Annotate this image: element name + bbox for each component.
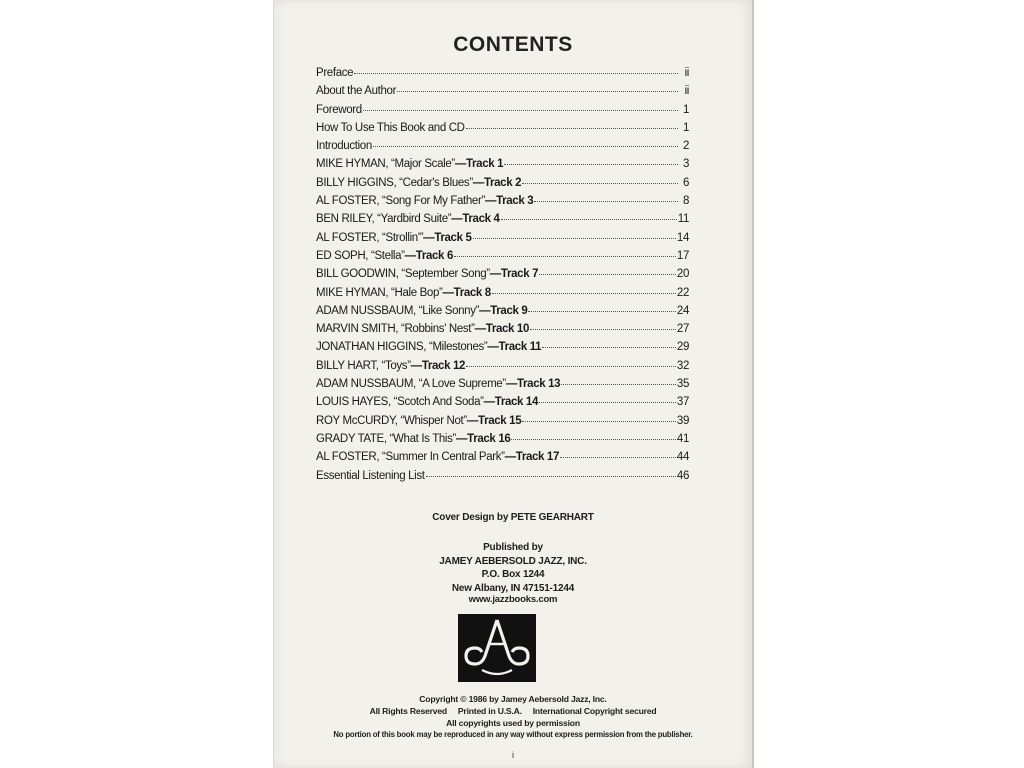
toc-entry-title: BILL GOODWIN, “September Song” xyxy=(316,268,490,281)
toc-entry-title: AL FOSTER, “Summer In Central Park” xyxy=(316,451,505,464)
toc-entry xyxy=(316,122,689,140)
toc-entry-track: —Track 11 xyxy=(487,341,542,354)
dot-leader xyxy=(539,274,676,275)
toc-entry xyxy=(316,323,689,341)
toc-entry-page: 11 xyxy=(677,213,689,226)
toc-entry xyxy=(316,396,689,414)
toc-entry-page: 32 xyxy=(676,359,689,372)
toc-entry-title: GRADY TATE, “What Is This” xyxy=(316,432,457,445)
toc-entry-page: ii xyxy=(684,67,689,79)
copyright-line: Copyright © 1986 by Jamey Aebersold Jazz, Inc. xyxy=(419,694,607,704)
dot-leader xyxy=(528,311,675,312)
toc-entry-page: 1 xyxy=(682,121,689,134)
permission-line: All copyrights used by permission xyxy=(446,718,580,728)
dot-leader xyxy=(530,329,676,330)
toc-entry-title: BILLY HART, “Toys” xyxy=(316,359,411,372)
page-title: CONTENTS xyxy=(453,33,573,56)
toc-entry-page: 39 xyxy=(676,414,689,427)
dot-leader xyxy=(426,476,676,477)
toc-entry xyxy=(316,360,689,378)
toc-entry-title: JONATHAN HIGGINS, “Milestones” xyxy=(316,341,488,354)
toc-entry-title: Essential Listening List xyxy=(316,469,425,482)
toc-entry xyxy=(316,177,689,195)
toc-entry-title: About the Author xyxy=(316,85,397,98)
toc-entry-page: 46 xyxy=(676,469,689,482)
dot-leader xyxy=(492,293,676,294)
toc-entry-page: 41 xyxy=(676,432,689,445)
dot-leader xyxy=(504,164,678,165)
toc-entry xyxy=(316,195,689,213)
toc-entry-page: 44 xyxy=(676,451,689,464)
toc-entry-track: —Track 7 xyxy=(489,268,539,281)
dot-leader xyxy=(522,183,678,184)
toc-entry xyxy=(316,85,689,103)
rights-line: All Rights Reserved Printed in U.S.A. International Copyright secured xyxy=(369,706,657,716)
toc-entry-page: 22 xyxy=(676,286,689,299)
dot-leader xyxy=(534,201,678,202)
toc-entry-page: 35 xyxy=(676,378,689,391)
reproduction-notice: No portion of this book may be reproduced in any way without express permission from the publisher. xyxy=(333,730,693,739)
dot-leader xyxy=(560,457,676,458)
toc-entry-title: Preface xyxy=(316,67,354,79)
published-by-heading: Published by xyxy=(483,542,543,553)
toc-entry-page: 24 xyxy=(676,304,689,317)
copyright-block xyxy=(274,693,752,741)
toc-entry xyxy=(316,415,689,433)
toc-entry xyxy=(316,433,689,451)
toc-entry-track: —Track 17 xyxy=(504,451,560,464)
toc-entry xyxy=(316,140,689,158)
toc-entry-page: 8 xyxy=(682,195,689,208)
dot-leader xyxy=(363,110,678,111)
dot-leader xyxy=(539,402,676,403)
toc-entry-track: —Track 9 xyxy=(479,304,528,317)
toc-entry-track: —Track 2 xyxy=(472,176,522,189)
dot-leader xyxy=(466,366,676,367)
toc-entry-page: 27 xyxy=(676,323,689,336)
toc-entry-track: —Track 6 xyxy=(404,249,453,262)
dot-leader xyxy=(354,73,678,74)
toc-entry-title: Foreword xyxy=(316,103,362,116)
toc-entry xyxy=(316,67,689,85)
toc-entry-track: —Track 3 xyxy=(484,195,534,208)
toc-entry-title: MIKE HYMAN, “Hale Bop” xyxy=(316,286,443,299)
toc-entry xyxy=(316,287,689,305)
toc-entry-page: ii xyxy=(684,85,689,98)
dot-leader xyxy=(542,347,676,348)
toc-entry-title: ADAM NUSSBAUM, “A Love Supreme” xyxy=(316,378,506,391)
table-of-contents xyxy=(316,67,689,488)
publisher-city: New Albany, IN 47151-1244 xyxy=(451,582,575,594)
toc-entry xyxy=(316,470,689,488)
toc-entry-page: 2 xyxy=(682,140,689,153)
toc-entry-page: 6 xyxy=(682,176,689,189)
toc-entry xyxy=(316,104,689,122)
toc-entry-title: AL FOSTER, “Song For My Father” xyxy=(316,195,485,208)
toc-entry xyxy=(316,268,689,286)
toc-entry-title: ROY McCURDY, “Whisper Not” xyxy=(316,414,467,427)
dot-leader xyxy=(373,146,678,147)
page-number: i xyxy=(512,750,514,760)
toc-entry xyxy=(316,213,689,231)
dot-leader xyxy=(473,238,676,239)
dot-leader xyxy=(454,256,676,257)
toc-entry xyxy=(316,305,689,323)
publisher-name: JAMEY AEBERSOLD JAZZ, INC. xyxy=(439,555,587,567)
toc-entry xyxy=(316,341,689,359)
toc-entry-page: 29 xyxy=(676,341,689,354)
toc-entry-title: BILLY HIGGINS, “Cedar's Blues” xyxy=(316,176,473,189)
toc-entry-track: —Track 1 xyxy=(454,158,504,171)
toc-entry-page: 20 xyxy=(676,268,689,281)
toc-entry xyxy=(316,232,689,250)
toc-entry xyxy=(316,250,689,268)
dot-leader xyxy=(397,91,678,92)
toc-entry-track: —Track 16 xyxy=(456,432,511,445)
toc-entry-track: —Track 14 xyxy=(483,396,539,409)
publisher-box: P.O. Box 1244 xyxy=(481,569,545,580)
toc-entry-track: —Track 13 xyxy=(505,378,561,391)
toc-entry-track: —Track 10 xyxy=(474,323,530,336)
aebersold-logo-icon xyxy=(458,614,536,682)
dot-leader xyxy=(522,421,676,422)
dot-leader xyxy=(466,128,678,129)
toc-entry-page: 37 xyxy=(676,396,689,409)
toc-entry-title: Introduction xyxy=(316,140,372,153)
toc-entry-track: —Track 5 xyxy=(423,231,472,244)
toc-entry-page: 14 xyxy=(676,231,689,244)
book-page xyxy=(273,0,754,768)
publisher-block xyxy=(274,541,752,605)
toc-entry-track: —Track 12 xyxy=(410,359,466,372)
toc-entry xyxy=(316,451,689,469)
dot-leader xyxy=(511,439,676,440)
publisher-website: www.jazzbooks.com xyxy=(468,594,558,605)
toc-entry-title: MARVIN SMITH, “Robbins' Nest” xyxy=(316,323,475,336)
toc-entry-page: 17 xyxy=(676,249,689,262)
toc-entry xyxy=(316,158,689,176)
toc-entry-title: LOUIS HAYES, “Scotch And Soda” xyxy=(316,396,484,409)
toc-entry xyxy=(316,378,689,396)
toc-entry-title: BEN RILEY, “Yardbird Suite” xyxy=(316,213,452,226)
toc-entry-title: AL FOSTER, “Strollin'” xyxy=(316,231,424,244)
toc-entry-title: MIKE HYMAN, “Major Scale” xyxy=(316,158,455,171)
dot-leader xyxy=(561,384,676,385)
toc-entry-track: —Track 8 xyxy=(442,286,491,299)
cover-design-credit: Cover Design by PETE GEARHART xyxy=(432,512,594,523)
toc-entry-page: 1 xyxy=(682,103,689,116)
toc-entry-page: 3 xyxy=(682,158,689,171)
dot-leader xyxy=(501,219,677,220)
toc-entry-title: ADAM NUSSBAUM, “Like Sonny” xyxy=(316,304,480,317)
toc-entry-track: —Track 4 xyxy=(451,213,500,226)
toc-entry-title: How To Use This Book and CD xyxy=(316,121,465,134)
toc-entry-track: —Track 15 xyxy=(466,414,522,427)
toc-entry-title: ED SOPH, “Stella” xyxy=(316,249,405,262)
